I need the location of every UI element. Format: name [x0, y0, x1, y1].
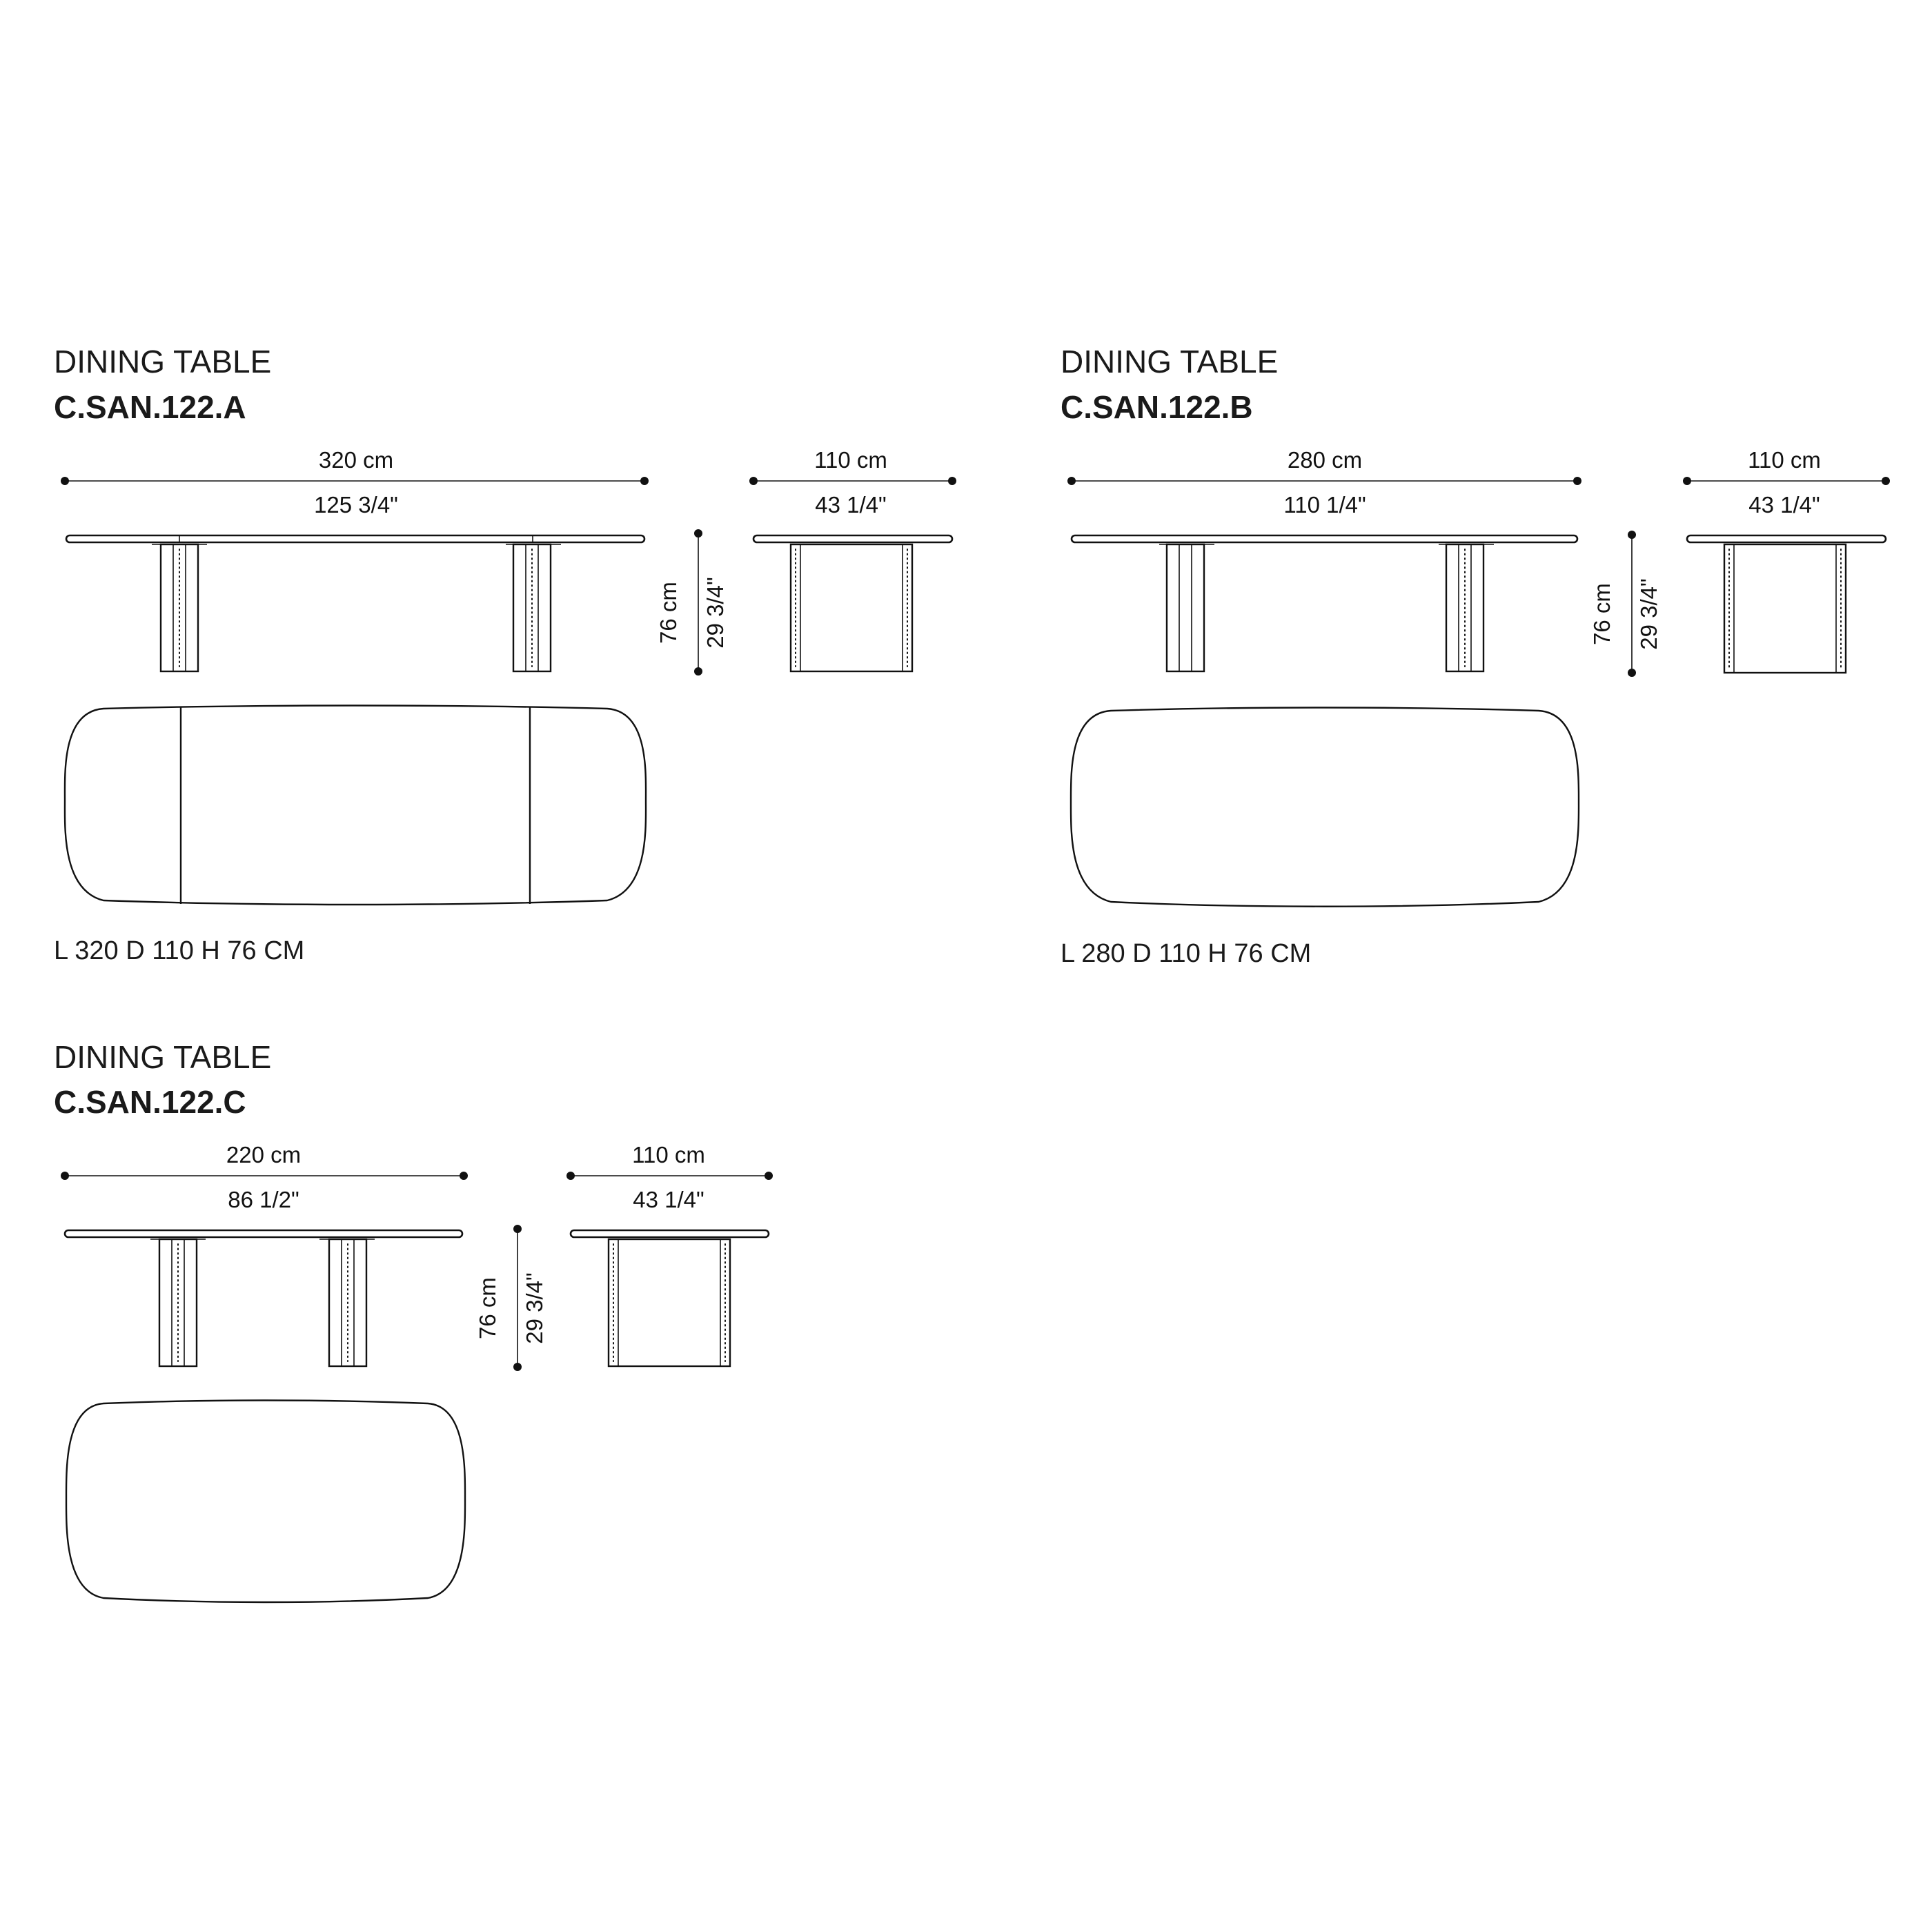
table-b-height-dimension — [1589, 531, 1662, 677]
table-a-front-elevation — [66, 535, 644, 671]
table-b-depth-inch: 43 1/4" — [1748, 492, 1820, 518]
table-c-side-elevation — [571, 1230, 769, 1366]
table-c-top-view — [66, 1401, 465, 1603]
table-a-depth-dimension — [749, 447, 956, 518]
table-block-a — [54, 344, 956, 965]
table-c-length-cm: 220 cm — [226, 1142, 302, 1167]
table-block-c — [54, 1039, 773, 1602]
table-c-length-dimension — [61, 1142, 468, 1212]
table-b-length-dimension — [1067, 447, 1581, 518]
table-a-top-view — [65, 706, 646, 905]
table-a-depth-inch: 43 1/4" — [815, 492, 887, 518]
table-c-length-inch: 86 1/2" — [228, 1187, 299, 1212]
table-a-height-cm: 76 cm — [656, 582, 681, 644]
table-c-height-inch: 29 3/4" — [522, 1272, 547, 1344]
table-b-front-elevation — [1072, 535, 1577, 671]
table-a-depth-cm: 110 cm — [814, 447, 887, 473]
table-b-depth-cm: 110 cm — [1748, 447, 1821, 473]
table-c-depth-cm: 110 cm — [632, 1142, 705, 1167]
table-c-code: C.SAN.122.C — [54, 1084, 246, 1120]
table-c-height-dimension — [475, 1225, 547, 1371]
table-b-length-inch: 110 1/4" — [1283, 492, 1366, 518]
table-b-height-cm: 76 cm — [1589, 583, 1615, 645]
table-c-height-cm: 76 cm — [475, 1277, 500, 1339]
table-block-b — [1061, 344, 1890, 968]
table-a-category: DINING TABLE — [54, 344, 272, 379]
table-a-code: C.SAN.122.A — [54, 389, 246, 425]
table-c-category: DINING TABLE — [54, 1039, 272, 1075]
table-a-side-elevation — [753, 535, 952, 671]
table-c-depth-dimension — [566, 1142, 773, 1212]
table-c-depth-inch: 43 1/4" — [633, 1187, 704, 1212]
table-b-code: C.SAN.122.B — [1061, 389, 1253, 425]
table-a-height-dimension — [656, 529, 728, 676]
table-a-length-cm: 320 cm — [318, 447, 394, 473]
table-b-length-cm: 280 cm — [1287, 447, 1363, 473]
table-b-top-view — [1071, 708, 1579, 907]
table-b-category: DINING TABLE — [1061, 344, 1279, 379]
table-b-height-inch: 29 3/4" — [1636, 578, 1662, 650]
table-b-depth-dimension — [1683, 447, 1890, 518]
table-b-side-elevation — [1687, 535, 1886, 673]
table-a-length-dimension — [61, 447, 649, 518]
table-b-dimensions-summary: L 280 D 110 H 76 CM — [1061, 939, 1312, 968]
table-a-dimensions-summary: L 320 D 110 H 76 CM — [54, 936, 305, 965]
table-a-length-inch: 125 3/4" — [314, 492, 398, 518]
table-a-height-inch: 29 3/4" — [702, 577, 728, 649]
table-c-front-elevation — [65, 1230, 462, 1366]
